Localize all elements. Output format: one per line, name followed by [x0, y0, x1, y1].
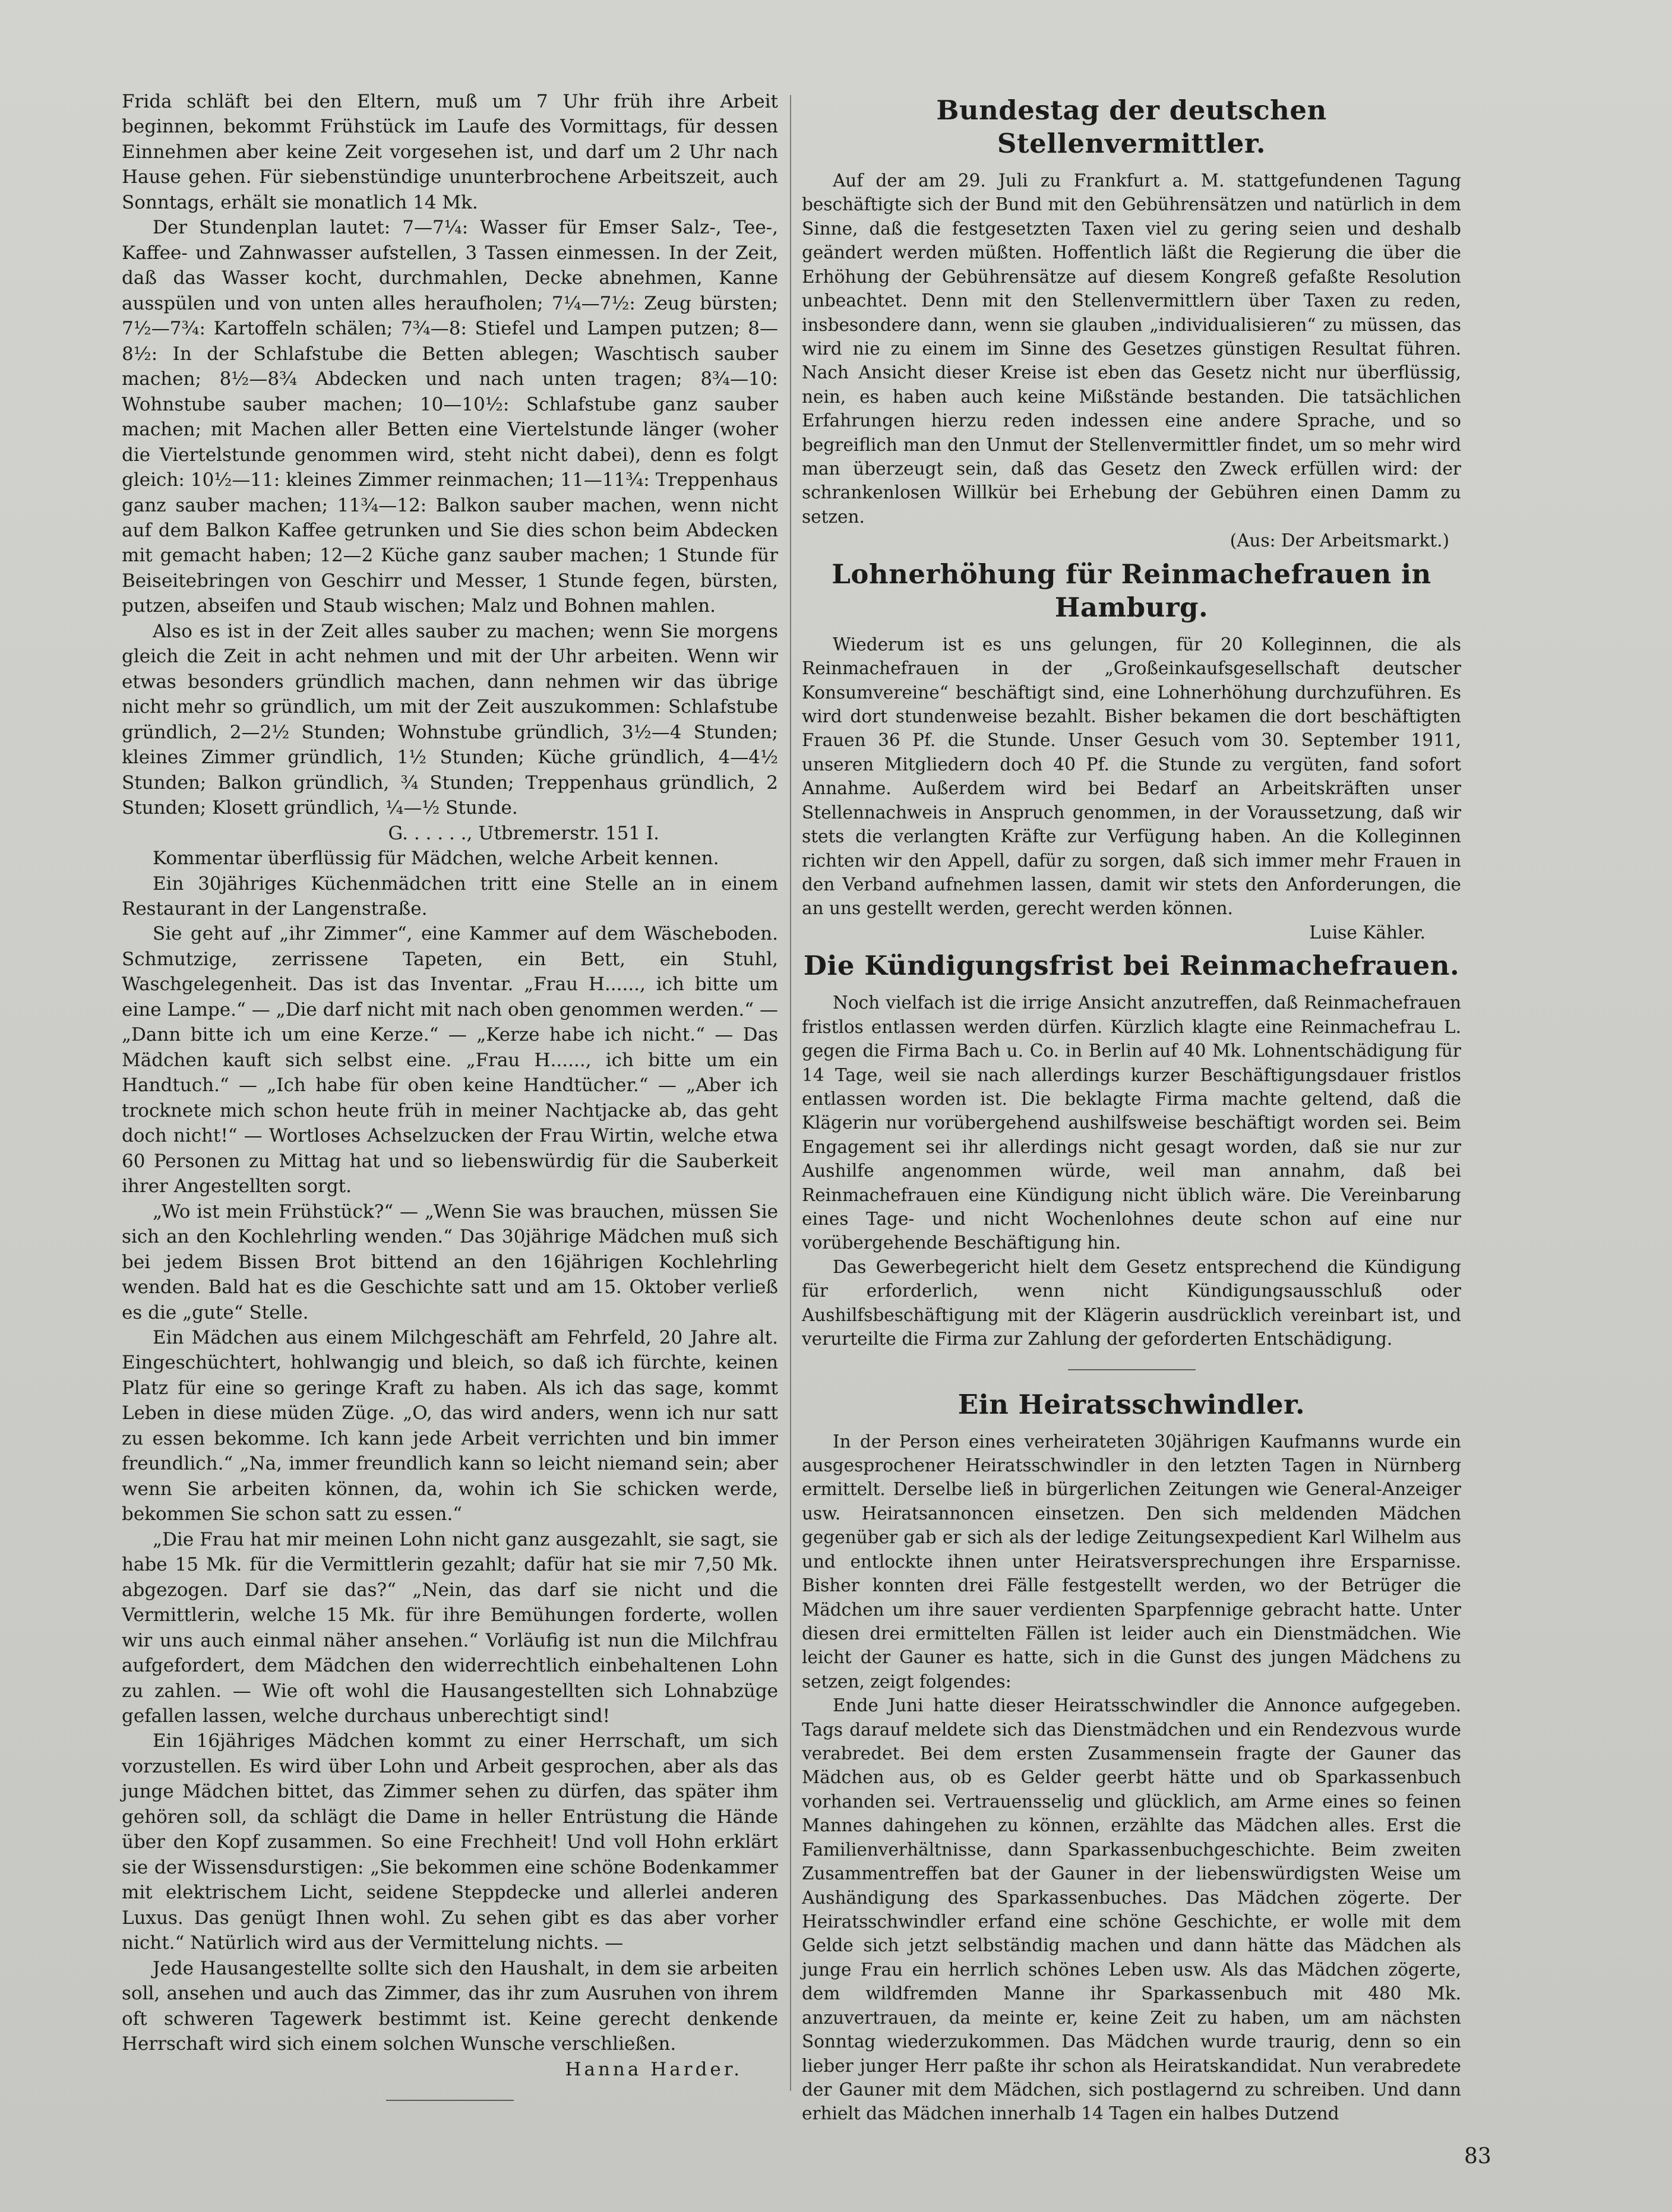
left-column: [122, 89, 778, 2119]
sender-address: G. . . . . ., Utbremerstr. 151 I.: [388, 822, 659, 844]
paragraph-stundenplan: Der Stundenplan lautet: 7—7¼: Wasser für Emser Salz-, Tee-, Kaffee- und Zahnwasser aufstellen, 3 Tassen einmessen. In der Zeit, daß das Wasser kocht, durchmahlen, Decke abnehmen, Kanne ausspülen und von unten alles heraufholen; 7¼—7½: Zeug bürsten; 7½—7¾: Kartoffeln schälen; 7¾—8: Stiefel und Lampen putzen; 8—8½: In der Schlafstube die Betten ablegen; Waschtisch sauber machen; 8½—8¾ Abdecken und nach unten tragen; 8¾—10: Wohnstube sauber machen; 10—10½: Schlafstube ganz sauber machen; mit Machen aller Betten eine Viertelstunde länger (woher die Viertelstunde genommen wird, steht nicht dabei), denn es folgt gleich: 10½—11: kleines Zimmer reinmachen; 11—11¾: Treppenhaus ganz sauber machen; 11¾—12: Balkon sauber machen, wenn nicht auf dem Balkon Kaffee getrunken und Sie dies schon beim Abdecken mit gemacht haben; 12—2 Küche ganz sauber machen; 1 Stunde für Beiseitebringen von Geschirr und Messer, 1 Stunde fegen, bürsten, putzen, abseifen und Staub wischen; Malz und Bohnen mahlen.: [122, 217, 778, 617]
paragraph-kuendigungsfrist-1: Noch vielfach ist die irrige Ansicht anzutreffen, daß Reinmachefrauen fristlos entlassen werden dürfen. Kürzlich klagte eine Reinmachefrau L. gegen die Firma Bach u. Co. in Berlin auf 40 Mk. Lohnentschädigung für 14 Tage, weil sie nach allerdings kurzer Beschäftigungsdauer fristlos entlassen worden ist. Die beklagte Firma machte geltend, daß die Klägerin nur vorübergehend aushilfsweise beschäftigt worden sei. Beim Engagement sei ihr allerdings nicht gesagt worden, daß sie nur zur Aushilfe angenommen würde, weil man annahm, daß bei Reinmachefrauen eine Kündigung nicht üblich wäre. Die Vereinbarung eines Tage- und nicht Wochenlohnes deute schon auf eine nur vorübergehende Beschäftigung hin.: [802, 993, 1461, 1253]
page-number: 83: [1464, 2144, 1491, 2169]
paragraph-kuechenmaedchen: Ein 30jähriges Küchenmädchen tritt eine Stelle an in einem Restaurant in der Langenstraße.: [122, 873, 778, 919]
headline-kuendigungsfrist: Die Kündigungsfrist bei Reinmachefrauen.: [803, 950, 1460, 982]
paragraph-lohn: „Die Frau hat mir meinen Lohn nicht ganz ausgezahlt, sie sagt, sie habe 15 Mk. für die Vermittlerin gezahlt; dafür hat sie mir 7,50 Mk. abgezogen. Darf sie das?“ „Nein, das darf sie nicht und die Vermittlerin, welche 15 Mk. für ihre Bemühungen forderte, wollen wir uns auch einmal näher ansehen.“ Vorläufig ist nun die Milchfrau aufgefordert, dem Mädchen den widerrechtlich einbehaltenen Lohn zu zahlen. — Wie oft wohl die Hausangestellten sich Lohnabzüge gefallen lassen, welche durchaus unberechtigt sind!: [122, 1528, 778, 1727]
paragraph-herrschaft: Ein 16jähriges Mädchen kommt zu einer Herrschaft, um sich vorzustellen. Es wird über Lohn und Arbeit gesprochen, aber als das junge Mädchen bittet, das Zimmer sehen zu dürfen, das später ihm gehören soll, da schlägt die Dame in heller Entrüstung die Hände über den Kopf zusammen. So eine Frechheit! Und voll Hohn erklärt sie der Wissensdurstigen: „Sie bekommen eine schöne Bodenkammer mit elektrischem Licht, seidene Steppdecke und allerlei anderen Luxus. Das genügt Ihnen wohl. Zu sehen gibt es das aber vorher nicht.“ Natürlich wird aus der Vermittelung nichts. —: [122, 1730, 778, 1954]
signature-hanna-harder: Hanna Harder.: [565, 2058, 742, 2080]
headline-heiratsschwindler: Ein Heiratsschwindler.: [957, 1388, 1306, 1420]
section-divider: [386, 2100, 514, 2101]
paragraph-lohnerhoehung: Wiederum ist es uns gelungen, für 20 Kolleginnen, die als Reinmachefrauen in der „Großeinkaufsgesellschaft deutscher Konsumvereine“ beschäftigt sind, eine Lohnerhöhung durchzuführen. Es wird dort stundenweise bezahlt. Bisher bekamen die dort beschäftigten Frauen 36 Pf. die Stunde. Unser Gesuch vom 30. September 1911, unseren Mitgliedern doch 40 Pf. die Stunde zu vergüten, fand sofort Annahme. Außerdem wird bei Bedarf an Arbeitskräften unser Stellennachweis in Anspruch genommen, in der Voraussetzung, daß wir stets die verlangten Kräfte zur Verfügung haben. An die Kolleginnen richten wir den Appell, dafür zu sorgen, daß sich immer mehr Frauen in den Verband aufnehmen lassen, damit wir stets den Anforderungen, die an uns gestellt werden, gerecht werden können.: [802, 634, 1461, 919]
source-arbeitsmarkt: (Aus: Der Arbeitsmarkt.): [1229, 530, 1449, 551]
section-divider: [1068, 1369, 1196, 1370]
paragraph-sauber: Also es ist in der Zeit alles sauber zu machen; wenn Sie morgens gleich die Zeit in acht nehmen und mit der Uhr arbeiten. Wenn wir etwas besonders gründlich machen, dann nehmen wir das übrige nicht mehr so gründlich, um mit der Zeit auszukommen: Schlafstube gründlich, 2—2½ Stunden; Wohnstube gründlich, 3½—4 Stunden; kleines Zimmer gründlich, 1½ Stunden; Küche gründlich, 4—4½ Stunden; Balkon gründlich, ¾ Stunden; Treppenhaus gründlich, 2 Stunden; Klosett gründlich, ¼—½ Stunde.: [122, 620, 778, 819]
headline-bundestag: Bundestag der deutschen Stellenvermittler.: [936, 94, 1327, 159]
column-rule: [790, 95, 791, 2091]
paragraph-frida: Frida schläft bei den Eltern, muß um 7 Uhr früh ihre Arbeit beginnen, bekommt Frühstück im Laufe des Vormittags, für dessen Einnehmen aber keine Zeit vorgesehen ist, und darf um 2 Uhr nach Hause gehen. Für siebenstündige ununterbrochene Arbeitszeit, auch Sonntags, erhält sie monatlich 14 Mk.: [122, 91, 778, 213]
paragraph-kommentar: Kommentar überflüssig für Mädchen, welche Arbeit kennen.: [153, 848, 719, 870]
paragraph-kuendigungsfrist-2: Das Gewerbegericht hielt dem Gesetz entsprechend die Kündigung für erforderlich, wenn nicht Kündigungsausschluß oder Aushilfsbeschäftigung mit der Klägerin ausdrücklich vereinbart ist, und verurteilte die Firma zur Zahlung der geforderten Entschädigung.: [802, 1256, 1461, 1350]
paragraph-heiratsschwindler-1: In der Person eines verheirateten 30jährigen Kaufmanns wurde ein ausgesprochener Heiratsschwindler in den letzten Tagen in Nürnberg ermittelt. Derselbe ließ in bürgerlichen Zeitungen wie General-Anzeiger usw. Heiratsannoncen einsetzen. Den sich meldenden Mädchen gegenüber gab er sich als der ledige Zeitungsexpedient Karl Wilhelm aus und entlockte ihnen unter Heiratsversprechungen ihre Ersparnisse. Bisher konnten drei Fälle festgestellt werden, wo der Betrüger die Mädchen um ihre sauer verdienten Sparpfennige gebracht hatte. Unter diesen drei ermittelten Fällen ist leider auch ein Dienstmädchen. Wie leicht der Gauner es hatte, sich in die Gunst des jungen Mädchens zu setzen, zeigt folgendes:: [802, 1431, 1461, 1692]
paragraph-zimmer: Sie geht auf „ihr Zimmer“, eine Kammer auf dem Wäscheboden. Schmutzige, zerrissene Tapeten, ein Bett, ein Stuhl, Waschgelegenheit. Das ist das Inventar. „Frau H......, ich bitte um eine Lampe.“ — „Die darf nicht mit nach oben genommen werden.“ — „Dann bitte ich um eine Kerze.“ — „Kerze habe ich nicht.“ — Das Mädchen kauft sich selbst eine. „Frau H......, ich bitte um ein Handtuch.“ — „Ich habe für oben keine Handtücher.“ — „Aber ich trocknete mich schon heute früh in meiner Nachtjacke ab, das geht doch nicht!“ — Wortloses Achselzucken der Frau Wirtin, welche etwa 60 Personen zu Mittag hat und so liebenswürdig für die Sauberkeit ihrer Angestellten sorgt.: [122, 923, 778, 1197]
signature-luise-kaehler: Luise Kähler.: [1309, 922, 1426, 943]
paragraph-bundestag: Auf der am 29. Juli zu Frankfurt a. M. stattgefundenen Tagung beschäftigte sich der Bund mit den Gebührensätzen und natürlich in dem Sinne, daß die festgesetzten Taxen viel zu gering seien und deshalb geändert werden müßten. Hoffentlich läßt die Regierung die über die Erhöhung der Gebührensätze auf diesem Kongreß gefaßte Resolution unbeachtet. Denn mit den Stellenvermittlern über Taxen zu reden, insbesondere dann, wenn sie glauben „individualisieren“ zu müssen, das wird nie zu einem im Sinne des Gesetzes günstigen Resultat führen. Nach Ansicht dieser Kreise ist eben das Gesetz nicht nur überflüssig, nein, es haben auch keine Mißstände bestanden. Die tatsächlichen Erfahrungen hierzu reden indessen eine andere Sprache, und so begreiflich man den Unmut der Stellenvermittler findet, um so mehr wird man überzeugt sein, daß das Gesetz den Zweck erfüllen wird: der schrankenlosen Willkür bei Erhebung der Gebühren einen Damm zu setzen.: [802, 170, 1461, 527]
paragraph-milchgeschaeft: Ein Mädchen aus einem Milchgeschäft am Fehrfeld, 20 Jahre alt. Eingeschüchtert, hohlwangig und bleich, so daß ich fürchte, keinen Platz für eine so geringe Kraft zu haben. Als ich das sage, kommt Leben in diese müden Züge. „O, das wird anders, wenn ich nur satt zu essen bekomme. Ich kann jede Arbeit verrichten und bin immer freundlich.“ „Na, immer freundlich kann so leicht niemand sein; aber wenn Sie arbeiten können, da, wohin ich Sie schicken werde, bekommen Sie schon satt zu essen.“: [122, 1326, 778, 1525]
paragraph-heiratsschwindler-2: Ende Juni hatte dieser Heiratsschwindler die Annonce aufgegeben. Tags darauf meldete sich das Dienstmädchen und ein Rendezvous wurde verabredet. Bei dem ersten Zusammensein fragte der Gauner das Mädchen aus, ob es Gelder geerbt hätte und ob Sparkassenbuch vorhanden sei. Vertrauensselig und glücklich, am Arme eines so feinen Mannes dahingehen zu können, erzählte das Mädchen alles. Erst die Familienverhältnisse, dann Sparkassenbuchgeschichte. Beim zweiten Zusammentreffen bat der Gauner in der liebenswürdigsten Weise um Aushändigung des Sparkassenbuches. Das Mädchen zögerte. Der Heiratsschwindler erfand eine schöne Geschichte, er wolle mit dem Gelde sich jetzt selbständig machen und dann hätte das Mädchen als junge Frau ein herrlich schönes Leben usw. Als das Mädchen zögerte, dem wildfremden Manne ihr Sparkassenbuch mit 480 Mk. anzuvertrauen, da meinte er, keine Zeit zu haben, um am nächsten Sonntag wiederzukommen. Das Mädchen wurde traurig, denn so ein lieber junger Herr paßte ihr schon als Heiratskandidat. Nun verabredete der Gauner mit dem Mädchen, sich postlagernd zu schreiben. Und dann erhielt das Mädchen innerhalb 14 Tagen ein halbes Dutzend: [802, 1695, 1461, 2124]
right-column: [802, 89, 1461, 2126]
paragraph-fruehstueck: „Wo ist mein Frühstück?“ — „Wenn Sie was brauchen, müssen Sie sich an den Kochlehrling wenden.“ Das 30jährige Mädchen muß sich bei jedem Bissen Brot bittend an den 16jährigen Kochlehrling wenden. Bald hat es die Geschichte satt und am 15. Oktober verließ es die „gute“ Stelle.: [122, 1200, 778, 1323]
headline-lohnerhoehung: Lohnerhöhung für Reinmachefrauen in Hamburg.: [832, 558, 1431, 623]
paragraph-hausangestellte: Jede Hausangestellte sollte sich den Haushalt, in dem sie arbeiten soll, ansehen und auch das Zimmer, das ihr zum Ausruhen von ihrem oft schweren Tagewerk bestimmt ist. Keine gerecht denkende Herrschaft wird sich einem solchen Wunsche verschließen.: [122, 1957, 778, 2055]
